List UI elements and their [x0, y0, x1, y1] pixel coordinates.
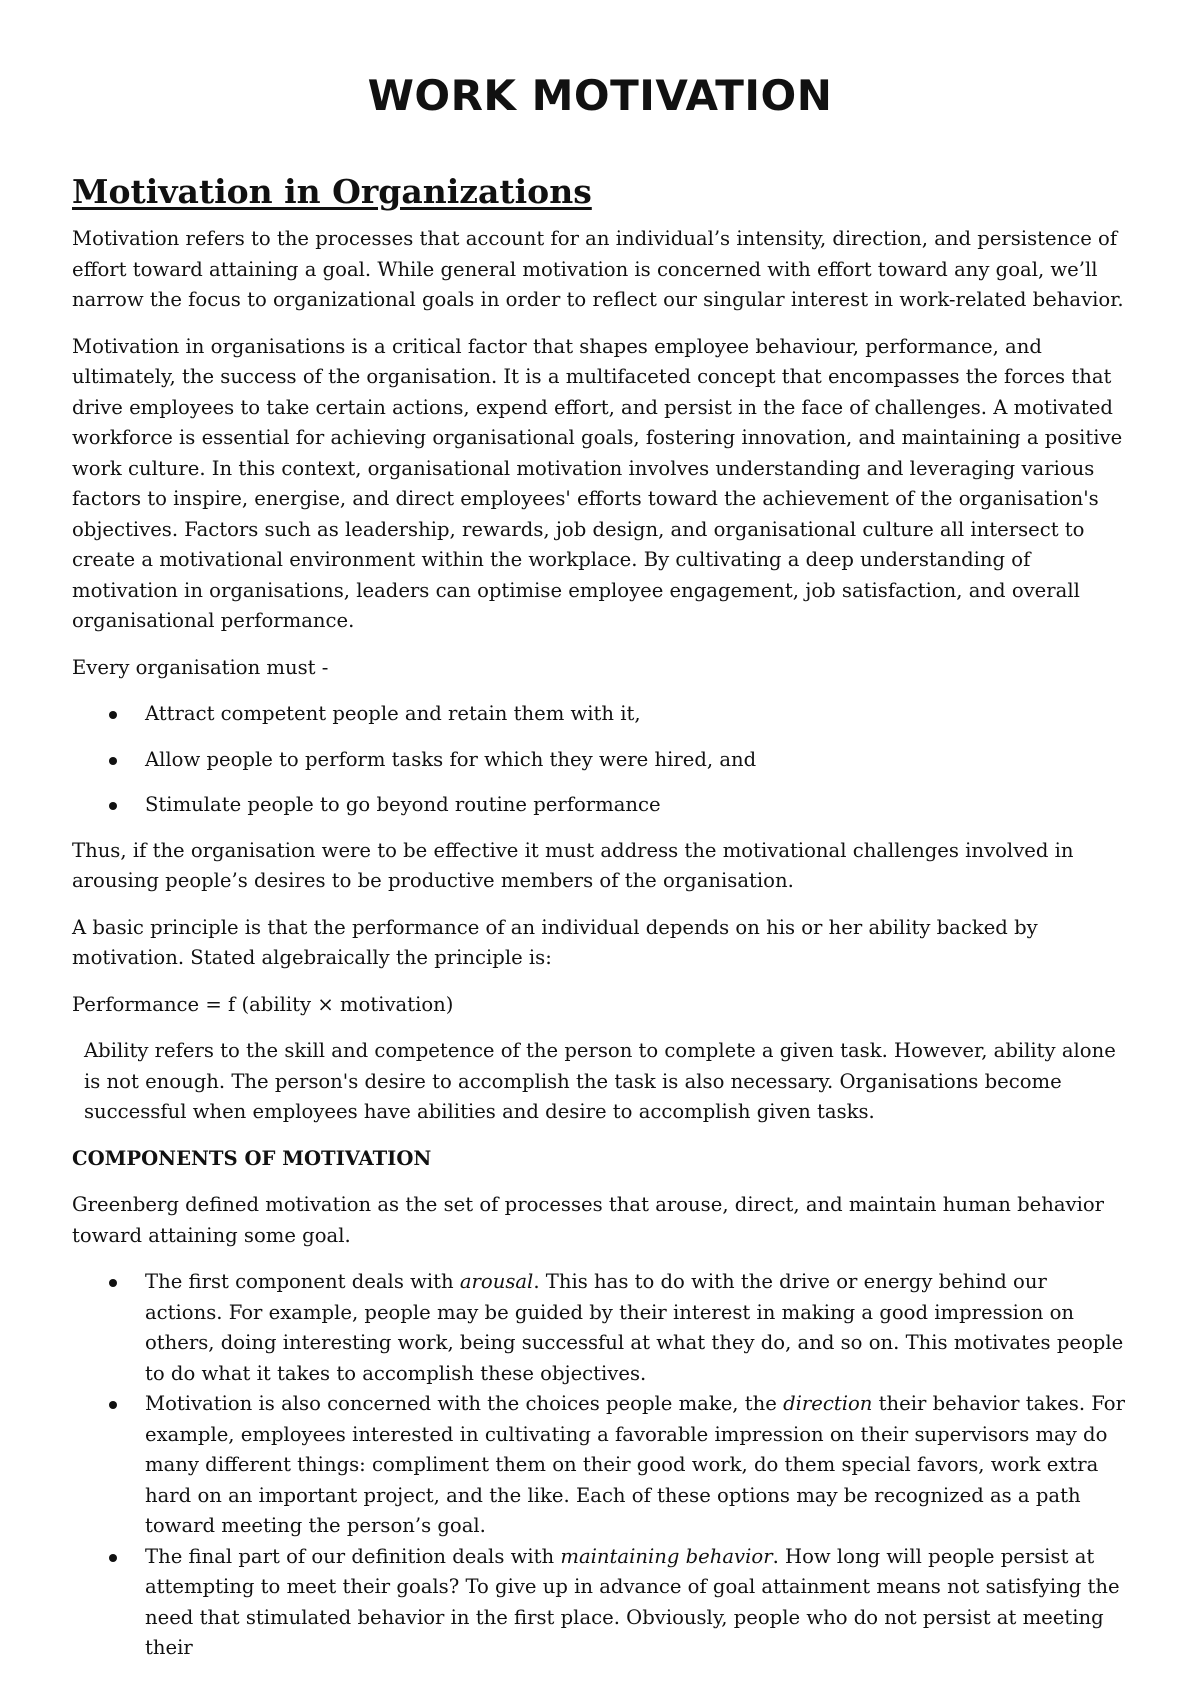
bullet-icon [109, 711, 117, 719]
section-title: Motivation in Organizations [72, 172, 592, 211]
list-item-term: maintaining behavior [560, 1544, 773, 1568]
paragraph-definition: Motivation refers to the processes that account for an individual’s intensity, direction, and persistence of effort toward attaining a goal. While general motivation is concerned with effort toward any goal, we’ll narrow the focus to organizational goals in order to reflect our singular interest in work-related behavior. [72, 227, 1124, 311]
bullet-icon [109, 757, 117, 765]
list-item-text: . This has to do with the drive or energy behind our actions. For example, people may be guided by their interest in making a good impression on others, doing interesting work, being successful at what they do, and so on. This motivates people to do what it takes to accomplish these objectives. [145, 1270, 1124, 1385]
list-item-term: arousal [459, 1270, 534, 1293]
list-item-text: The final part of our definition deals with [145, 1544, 561, 1568]
formula: Performance = f (ability × motivation) [72, 992, 454, 1016]
list-item [72, 790, 1128, 821]
list-item-term: direction [783, 1392, 873, 1415]
list-item-text: The first component deals with [145, 1270, 460, 1293]
paragraph-thus: Thus, if the organisation were to be effective it must address the motivational challenges involved in arousing people’s desires to be productive members of the organisation. [72, 838, 1074, 892]
paragraph-basic-principle: A basic principle is that the performance of an individual depends on his or her ability backed by motivation. Stated algebraically the principle is: [72, 915, 1038, 969]
list-item-text: Attract competent people and retain them with it, [145, 702, 641, 725]
list-item-text: Motivation is also concerned with the choices people make, the [145, 1392, 784, 1415]
list-item [72, 1389, 1128, 1542]
paragraph-ability: Ability refers to the skill and competence of the person to complete a given task. However, ability alone is not enough. The person's desire to accomplish the task is also necessary. Organisations become successful when employees have abilities and desire to accomplish given tasks. [84, 1039, 1116, 1123]
bullet-icon [109, 802, 117, 810]
list-item-text: their behavior takes. For example, employees interested in cultivating a favorable impression on their supervisors may do many different things: compliment them on their good work, do them special favors, work extra hard on an important project, and the like. Each of these options may be recognized as a path toward meeting the person’s goal. [145, 1392, 1125, 1537]
paragraph-organisations: Motivation in organisations is a critical factor that shapes employee behaviour, performance, and ultimately, the success of the organisation. It is a multifaceted concept that encompasses the forces that drive employees to take certain actions, expend effort, and persist in the face of challenges. A motivated workforce is essential for achieving organisational goals, fostering innovation, and maintaining a positive work culture. In this context, organisational motivation involves understanding and leveraging various factors to inspire, energise, and direct employees' efforts toward the achievement of the organisation's objectives. Factors such as leadership, rewards, job design, and organisational culture all intersect to create a motivational environment within the workplace. By cultivating a deep understanding of motivation in organisations, leaders can optimise employee engagement, job satisfaction, and overall organisational performance. [72, 334, 1123, 632]
bullet-icon [109, 1401, 117, 1409]
list-item [72, 1542, 1128, 1664]
list-item [72, 699, 1128, 730]
list-item [72, 1267, 1128, 1389]
list-item-text: Stimulate people to go beyond routine performance [145, 793, 661, 816]
organisation-requirements-list [72, 699, 1128, 821]
components-heading: COMPONENTS OF MOTIVATION [72, 1146, 432, 1170]
components-list [72, 1267, 1128, 1664]
list-item-text: . How long will people persist at attempting to meet their goals? To give up in advance of goal attainment means not satisfying the need that stimulated behavior in the first place. Obviously, people who do not persist at meeting their [145, 1544, 1120, 1659]
document-title: WORK MOTIVATION [367, 71, 833, 120]
bullet-icon [109, 1279, 117, 1287]
list-item-text: Allow people to perform tasks for which they were hired, and [145, 747, 757, 771]
bullet-icon [109, 1554, 117, 1562]
paragraph-every-organisation: Every organisation must - [72, 655, 329, 679]
paragraph-greenberg: Greenberg defined motivation as the set of processes that arouse, direct, and maintain human behavior toward attaining some goal. [72, 1193, 1105, 1247]
list-item [72, 745, 1128, 776]
